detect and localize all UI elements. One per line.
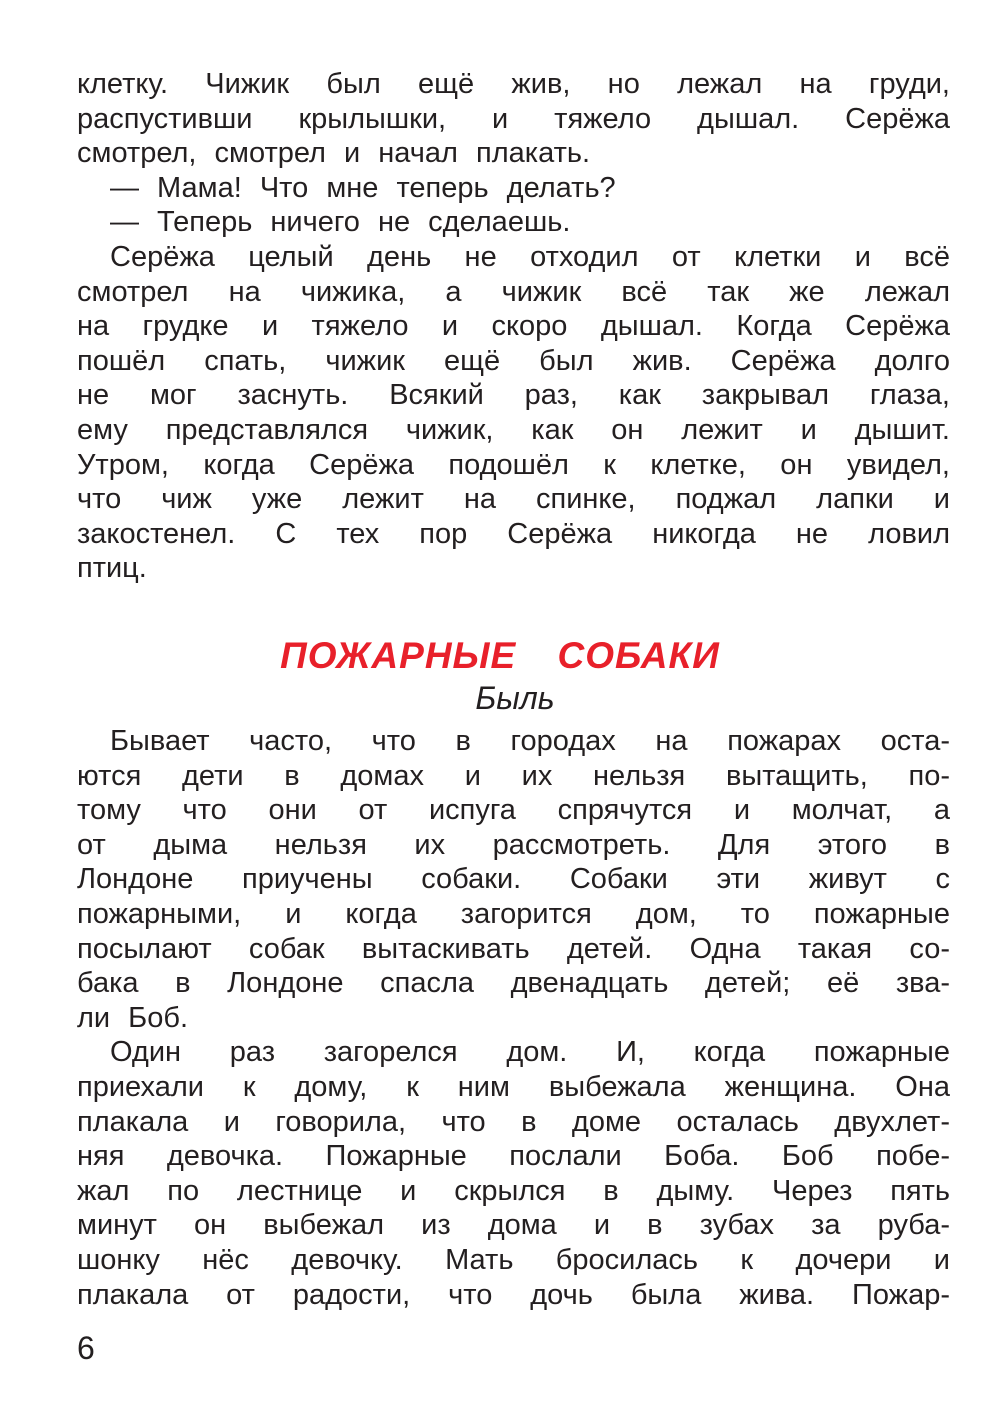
text-line: клетку. Чижик был ещё жив, но лежал на груди, bbox=[77, 68, 950, 100]
text-line: бака в Лондоне спасла двенадцать детей; её зва- bbox=[77, 967, 950, 1000]
text-line: смотрел, смотрел и начал плакать. bbox=[77, 137, 591, 170]
text-line: что чиж уже лежит на спинке, поджал лапки и bbox=[77, 483, 950, 516]
text-line: на грудке и тяжело и скоро дышал. Когда Серёжа bbox=[77, 310, 950, 343]
text-line: приехали к дому, к ним выбежала женщина. Она bbox=[77, 1070, 950, 1103]
text-line: Один раз загорелся дом. И, когда пожарные bbox=[110, 1036, 950, 1069]
story-continuation-text bbox=[77, 67, 950, 586]
story-subtitle: Быль bbox=[475, 680, 555, 716]
text-line: няя девочка. Пожарные послали Боба. Боб побе- bbox=[77, 1140, 950, 1173]
page-number: 6 bbox=[77, 1330, 95, 1366]
text-line: смотрел на чижика, а чижик всё так же лежал bbox=[77, 275, 950, 308]
text-line: пожарными, и когда загорится дом, то пожарные bbox=[77, 897, 950, 930]
text-line: птиц. bbox=[77, 552, 147, 585]
text-line: тому что они от испуга спрячутся и молчат, а bbox=[77, 794, 950, 827]
story-title: ПОЖАРНЫЕ СОБАКИ bbox=[280, 635, 720, 676]
text-line: ются дети в домах и их нельзя вытащить, по- bbox=[77, 759, 950, 792]
text-line: ему представлялся чижик, как он лежит и дышит. bbox=[77, 413, 950, 446]
text-line: ли Боб. bbox=[77, 1001, 189, 1034]
text-line: плакала от радости, что дочь была жива. Пожар- bbox=[77, 1278, 950, 1311]
text-line: не мог заснуть. Всякий раз, как закрывал глаза, bbox=[77, 379, 950, 412]
story-body-text bbox=[77, 724, 950, 1312]
text-line: закостенел. С тех пор Серёжа никогда не ловил bbox=[77, 517, 950, 550]
text-line: Лондоне приучены собаки. Собаки эти живут с bbox=[77, 863, 950, 896]
text-line: плакала и говорила, что в доме осталась двухлет- bbox=[77, 1105, 950, 1138]
text-line: посылают собак вытаскивать детей. Одна такая со- bbox=[77, 932, 950, 965]
text-line: Утром, когда Серёжа подошёл к клетке, он увидел, bbox=[77, 448, 950, 481]
text-line: пошёл спать, чижик ещё был жив. Серёжа долго bbox=[77, 344, 950, 377]
text-line: жал по лестнице и скрылся в дыму. Через пять bbox=[77, 1174, 950, 1207]
text-line: Серёжа целый день не отходил от клетки и всё bbox=[110, 240, 950, 273]
text-line: распустивши крылышки, и тяжело дышал. Серёжа bbox=[77, 102, 950, 135]
text-line: от дыма нельзя их рассмотреть. Для этого в bbox=[77, 828, 950, 861]
dialogue-line: — Теперь ничего не сделаешь. bbox=[110, 206, 571, 239]
text-line: Бывает часто, что в городах на пожарах оста- bbox=[110, 725, 950, 757]
dialogue-line: — Мама! Что мне теперь делать? bbox=[110, 171, 616, 204]
text-line: минут он выбежал из дома и в зубах за руба- bbox=[77, 1209, 950, 1242]
text-line: шонку нёс девочку. Мать бросилась к дочери и bbox=[77, 1243, 950, 1276]
